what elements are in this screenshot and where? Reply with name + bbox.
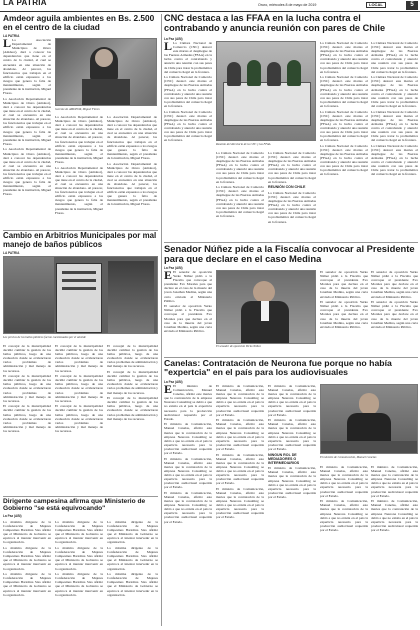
masthead [0, 0, 420, 12]
body-nunez: El senador de oposición Yerko Núñez pidió a la Fiscalía que convoque al presidente Evo Morales para que declare en el caso de la muerte del joven Jonathan Medina, según una carta enviada al Ministerio Público. [164, 270, 212, 303]
newspaper-logo: LA PATRIA [3, 0, 47, 7]
body-cnc-14: La Cámara Nacional de Comercio (CNC) destacó este martes el despliegue de las Fuerzas Armadas (FFAA) en la lucha contra el contrabando y anunció una reunión con sus pares de Chile para tratar la problemática del comercio ilegal en la frontera. [371, 109, 418, 143]
body-canelas-14: El ministro de Comunicación, Manuel Canelas, afirmó este martes que la contratación de la empresa Neurona Consulting se debió a que no existía en el país la experticia necesaria para la producción audiovisual requerida por el Estado. [371, 465, 418, 498]
body-dirigente-4: La máxima dirigente de la Confederación de Mujeres Campesinas Bartolina Sisa afirmó que el Ministerio de Gobierno se equivoca al intentar intervenir en la organización. [55, 520, 103, 545]
byline-canelas: La Paz (ABI) [164, 379, 183, 384]
byline-cnc: La Paz (ABI) [164, 36, 183, 41]
divider [164, 357, 418, 358]
story-cnc [164, 14, 418, 239]
body-cambio-4: El concejal de la municipalidad decidió cambiar la gestión de los baños públicos, luego de una evaluación donde se evidenciaron varios problemas de administración y mal manejo de los recursos. [55, 344, 103, 373]
headline-nunez: Senador Núñez pide a la Fiscalía convocar al Presidente para que declare en el caso Medina [164, 244, 415, 264]
body-cnc-15: La Cámara Nacional de Comercio (CNC) destacó este martes el despliegue de las Fuerzas Armadas (FFAA) en la lucha contra el contrabando y anunció una reunión con sus pares de Chile para tratar la problemática del comercio ilegal en la frontera. [371, 143, 418, 177]
body-amdeor-7: La Asociación Departamental de Municipios de Oruro (Amdeor), dará a conocer las dependencias que tiene en el centro de la ciudad, el cual se encuentra en una situación de abandono. Al parecer, los funcionarios que trabajan en el edificio están expuestos a los riesgos que genera la falta de mantenimiento, según el presidente de la institución, Miguel Flores. [107, 161, 158, 207]
section-label: LOCAL [366, 2, 386, 8]
caption-amdeor: Gerente de AMDEOR, Miguel Flores [55, 107, 100, 111]
body-cambio-5: El concejal de la municipalidad decidió cambiar la gestión de los baños públicos, luego de una evaluación donde se evidenciaron varios problemas de administración y mal manejo de los recursos. [55, 374, 103, 403]
subhead-cnc: REUNIÓN CON CHILE [268, 185, 306, 190]
body-canelas-15: El ministro de Comunicación, Manuel Canelas, afirmó este martes que la contratación de la empresa Neurona Consulting se debió a que no existía en el país la experticia necesaria para la producción audiovisual requerida por el Estado. [371, 499, 418, 532]
body-dirigente-8: La máxima dirigente de la Confederación de Mujeres Campesinas Bartolina Sisa afirmó que el Ministerio de Gobierno se equivoca al intentar intervenir en la organización. [107, 546, 158, 571]
body-nunez-3: El senador de oposición Yerko Núñez pidió a la Fiscalía que convoque al presidente Evo Morales para que declare en el caso de la muerte del joven Jonathan Medina, según una carta enviada al Ministerio Público. [320, 270, 368, 299]
body-cnc-8: La Cámara Nacional de Comercio (CNC) destacó este martes el despliegue de las Fuerzas Armadas (FFAA) en la lucha contra el contrabando y anunció una reunión con sus pares de Chile para tratar la problemática del comercio ilegal en la frontera. [320, 41, 368, 74]
body-cnc-12: La Cámara Nacional de Comercio (CNC) destacó este martes el despliegue de las Fuerzas Armadas (FFAA) en la lucha contra el contrabando y anunció una reunión con sus pares de Chile para tratar la problemática del comercio ilegal en la frontera. [371, 41, 418, 74]
body-cnc-3: La Cámara Nacional de Comercio (CNC) destacó este martes el despliegue de las Fuerzas Armadas (FFAA) en la lucha contra el contrabando y anunció una reunión con sus pares de Chile para tratar la problemática del comercio ilegal en la frontera. [164, 109, 212, 143]
body-amdeor-3: La Asociación Departamental de Municipios de Oruro (Amdeor), dará a conocer las dependencias que tiene en el centro de la ciudad, el cual se encuentra en una situación de abandono. Al parecer, los funcionarios que trabajan en el edificio están expuestos a los riesgos que genera la falta de mantenimiento, según el presidente de la institución, Miguel Flores. [3, 147, 51, 197]
byline-nunez: La Paz (ABI) [164, 266, 183, 270]
body-cnc-4: La Cámara Nacional de Comercio (CNC) destacó este martes el despliegue de las Fuerzas Armadas (FFAA) en la lucha contra el contrabando y anunció una reunión con sus pares de Chile para tratar la problemática del comercio ilegal en la frontera. [216, 151, 264, 184]
byline-cambio: LA PATRIA [3, 251, 20, 256]
body-canelas-3: El ministro de Comunicación, Manuel Canelas, afirmó este martes que la contratación de la empresa Neurona Consulting se debió a que no existía en el país la experticia necesaria para la producción audiovisual requerida por el Estado. [164, 456, 212, 490]
story-nunez [164, 244, 418, 354]
body-canelas-7: El ministro de Comunicación, Manuel Canelas, afirmó este martes que la contratación de la empresa Neurona Consulting se debió a que no existía en el país la experticia necesaria para la producción audiovisual requerida por el Estado. [216, 452, 264, 486]
caption-canelas: El ministro de Comunicación, Manuel Canelas [320, 455, 377, 459]
divider [164, 242, 418, 243]
headline-amdeor: Amdeor aguila ambientes en Bs. 2.500 en el centro de la ciudad [3, 14, 155, 32]
body-canelas-2: El ministro de Comunicación, Manuel Canelas, afirmó este martes que la contratación de la empresa Neurona Consulting se debió a que no existía en el país la experticia necesaria para la producción audiovisual requerida por el Estado. [164, 422, 212, 455]
body-dirigente-7: La máxima dirigente de la Confederación de Mujeres Campesinas Bartolina Sisa afirmó que el Ministerio de Gobierno se equivoca al intentar intervenir en la organización. [107, 520, 158, 545]
divider [3, 230, 158, 231]
body-cambio-3: El concejal de la municipalidad decidió cambiar la gestión de los baños públicos, luego de una evaluación donde se evidenciaron varios problemas de administración y mal manejo de los recursos. [3, 404, 51, 433]
body-canelas-12: El ministro de Comunicación, Manuel Canelas, afirmó este martes que la contratación de la empresa Neurona Consulting se debió a que no existía en el país la experticia necesaria para la producción audiovisual requerida por el Estado. [320, 465, 368, 498]
body-cambio-7: El concejal de la municipalidad decidió cambiar la gestión de los baños públicos, luego de una evaluación donde se evidenciaron varios problemas de administración y mal manejo de los recursos. [107, 344, 158, 369]
body-canelas-8: El ministro de Comunicación, Manuel Canelas, afirmó este martes que la contratación de la empresa Neurona Consulting se debió a que no existía en el país la experticia necesaria para la producción audiovisual requerida por el Estado. [216, 486, 264, 520]
body-cambio-9: El concejal de la municipalidad decidió cambiar la gestión de los baños públicos, luego de una evaluación donde se evidenciaron varios problemas de administración y mal manejo de los recursos. [107, 396, 158, 421]
body-canelas: El ministro de Comunicación, Manuel Canelas, afirmó este martes que la contratación de la empresa Neurona Consulting se debió a que no existía en el país la experticia necesaria para la producción audiovisual requerida por el Estado. [164, 384, 212, 421]
byline-amdeor: LA PATRIA [3, 33, 20, 38]
headline-canelas: Canelas: Contratación de Neurona fue porque no había "expertcia" en el país para los audiovisuales [164, 359, 392, 378]
body-cambio-6: El concejal de la municipalidad decidió cambiar la gestión de los baños públicos, luego de una evaluación donde se evidenciaron varios problemas de administración y mal manejo de los recursos. [55, 404, 103, 433]
body-amdeor: La Asociación Departamental de Municipios de Oruro (Amdeor), dará a conocer las dependencias que tiene en el centro de la ciudad, el cual se encuentra en una situación de abandono. Al parecer, los funcionarios que trabajan en el edificio están expuestos a los riesgos que genera la falta de mantenimiento, según el presidente de la institución, Miguel Flores. [3, 38, 51, 96]
body-cnc: La Cámara Nacional de Comercio (CNC) destacó este martes el despliegue de las Fuerzas Armadas (FFAA) en la lucha contra el contrabando y anunció una reunión con sus pares de Chile para tratar la problemática del comercio ilegal en la frontera. [164, 41, 212, 74]
body-canelas-11: El ministro de Comunicación, Manuel Canelas, afirmó este martes que la contratación de la empresa Neurona Consulting se debió a que no existía en el país la experticia necesaria para la producción audiovisual requerida por el Estado. [268, 466, 316, 499]
story-amdeor [3, 14, 158, 228]
column-divider [161, 14, 162, 626]
body-cambio: El concejal de la municipalidad decidió cambiar la gestión de los baños públicos, luego de una evaluación donde se evidenciaron varios problemas de administración y mal manejo de los recursos. [3, 344, 51, 373]
story-cambio [3, 232, 158, 494]
body-cnc-6: La Cámara Nacional de Comercio (CNC) destacó este martes el despliegue de las Fuerzas Armadas (FFAA) en la lucha contra el contrabando y anunció una reunión con sus pares de Chile para tratar la problemática del comercio ilegal en la frontera. [268, 151, 316, 184]
divider [3, 496, 158, 497]
body-dirigente-6: La máxima dirigente de la Confederación de Mujeres Campesinas Bartolina Sisa afirmó que el Ministerio de Gobierno se equivoca al intentar intervenir en la organización. [55, 572, 103, 597]
headline-dirigente: Dirigente campesina afirma que Ministerio de Gobierno "se está equivocando" [3, 498, 146, 513]
headline-cambio: Cambio en Arbitrios Municipales por mal manejo de baños públicos [3, 232, 157, 249]
photo-nunez [216, 270, 316, 344]
photo-cambio [3, 256, 158, 334]
body-dirigente: La máxima dirigente de la Confederación de Mujeres Campesinas Bartolina Sisa afirmó que el Ministerio de Gobierno se equivoca al intentar intervenir en la organización. [3, 520, 51, 545]
caption-cnc: Reunión del directorio de la CNC y las FFAA [216, 142, 271, 146]
dropcap: L [3, 36, 12, 50]
photo-cnc [216, 41, 316, 141]
body-amdeor-5: La Asociación Departamental de Municipios de Oruro (Amdeor), dará a conocer las dependencias que tiene en el centro de la ciudad, el cual se encuentra en una situación de abandono. Al parecer, los funcionarios que trabajan en el edificio están expuestos a los riesgos que genera la falta de mantenimiento, según el presidente de la institución, Miguel Flores. [55, 165, 103, 215]
body-cnc-11: La Cámara Nacional de Comercio (CNC) destacó este martes el despliegue de las Fuerzas Armadas (FFAA) en la lucha contra el contrabando y anunció una reunión con sus pares de Chile para tratar la problemática del comercio ilegal en la frontera. [320, 143, 368, 177]
body-nunez-5: El senador de oposición Yerko Núñez pidió a la Fiscalía que convoque al presidente Evo Morales para que declare en el caso de la muerte del joven Jonathan Medina, según una carta enviada al Ministerio Público. [371, 270, 418, 299]
body-cambio-2: El concejal de la municipalidad decidió cambiar la gestión de los baños públicos, luego de una evaluación donde se evidenciaron varios problemas de administración y mal manejo de los recursos. [3, 374, 51, 403]
caption-cambio: Los precios de los baños públicos fueron cuestionados por el alcalde [3, 335, 86, 339]
body-nunez-4: El senador de oposición Yerko Núñez pidió a la Fiscalía que convoque al presidente Evo Morales para que declare en el caso de la muerte del joven Jonathan Medina, según una carta enviada al Ministerio Público. [320, 300, 368, 329]
dropcap: L [164, 39, 173, 53]
body-nunez-6: El senador de oposición Yerko Núñez pidió a la Fiscalía que convoque al presidente Evo Morales para que declare en el caso de la muerte del joven Jonathan Medina, según una carta enviada al Ministerio Público. [371, 300, 418, 329]
body-cnc-5: La Cámara Nacional de Comercio (CNC) destacó este martes el despliegue de las Fuerzas Armadas (FFAA) en la lucha contra el contrabando y anunció una reunión con sus pares de Chile para tratar la problemática del comercio ilegal en la frontera. [216, 185, 264, 218]
body-canelas-5: El ministro de Comunicación, Manuel Canelas, afirmó este martes que la contratación de la empresa Neurona Consulting se debió a que no existía en el país la experticia necesaria para la producción audiovisual requerida por el Estado. [216, 384, 264, 417]
body-amdeor-4: La Asociación Departamental de Municipios de Oruro (Amdeor), dará a conocer las dependencias que tiene en el centro de la ciudad, el cual se encuentra en una situación de abandono. Al parecer, los funcionarios que trabajan en el edificio están expuestos a los riesgos que genera la falta de mantenimiento, según el presidente de la institución, Miguel Flores. [55, 115, 103, 165]
body-cnc-7: La Cámara Nacional de Comercio (CNC) destacó este martes el despliegue de las Fuerzas Armadas (FFAA) en la lucha contra el contrabando y anunció una reunión con sus pares de Chile para tratar la problemática del comercio ilegal en la frontera. [268, 190, 316, 224]
body-cambio-8: El concejal de la municipalidad decidió cambiar la gestión de los baños públicos, luego de una evaluación donde se evidenciaron varios problemas de administración y mal manejo de los recursos. [107, 370, 158, 395]
headline-cnc: CNC destaca a las FFAA en la lucha contra el contrabando y anuncia reunión con pares de Chile [164, 14, 386, 33]
body-cnc-2: La Cámara Nacional de Comercio (CNC) destacó este martes el despliegue de las Fuerzas Armadas (FFAA) en la lucha contra el contrabando y anunció una reunión con sus pares de Chile para tratar la problemática del comercio ilegal en la frontera. [164, 75, 212, 108]
body-dirigente-9: La máxima dirigente de la Confederación de Mujeres Campesinas Bartolina Sisa afirmó que el Ministerio de Gobierno se equivoca al intentar intervenir en la organización. [107, 572, 158, 597]
body-canelas-4: El ministro de Comunicación, Manuel Canelas, afirmó este martes que la contratación de la empresa Neurona Consulting se debió a que no existía en el país la experticia necesaria para la producción audiovisual requerida por el Estado. [164, 490, 212, 524]
body-canelas-6: El ministro de Comunicación, Manuel Canelas, afirmó este martes que la contratación de la empresa Neurona Consulting se debió a que no existía en el país la experticia necesaria para la producción audiovisual requerida por el Estado. [216, 418, 264, 451]
page-number: 5 [406, 1, 418, 10]
dropcap: E [164, 382, 173, 396]
caption-nunez: El senador de oposición Yerko Núñez [216, 344, 261, 348]
body-amdeor-2: La Asociación Departamental de Municipios de Oruro (Amdeor), dará a conocer las dependencias que tiene en el centro de la ciudad, el cual se encuentra en una situación de abandono. Al parecer, los funcionarios que trabajan en el edificio están expuestos a los riesgos que genera la falta de mantenimiento, según el presidente de la institución, Miguel Flores. [3, 96, 51, 146]
photo-amdeor [55, 38, 157, 106]
story-dirigente [3, 498, 158, 628]
body-nunez-2: El senador de oposición Yerko Núñez pidió a la Fiscalía que convoque al presidente Evo Morales para que declare en el caso de la muerte del joven Jonathan Medina, según una carta enviada al Ministerio Público. [164, 304, 212, 333]
body-dirigente-5: La máxima dirigente de la Confederación de Mujeres Campesinas Bartolina Sisa afirmó que el Ministerio de Gobierno se equivoca al intentar intervenir en la organización. [55, 546, 103, 571]
body-amdeor-6: La Asociación Departamental de Municipios de Oruro (Amdeor), dará a conocer las dependencias que tiene en el centro de la ciudad, el cual se encuentra en una situación de abandono. Al parecer, los funcionarios que trabajan en el edificio están expuestos a los riesgos que genera la falta de mantenimiento, según el presidente de la institución, Miguel Flores. [107, 115, 158, 160]
subhead-canelas: NINGUN ROL DE MEDIADORES O INTERMEDIARIOS [268, 452, 300, 465]
body-dirigente-2: La máxima dirigente de la Confederación de Mujeres Campesinas Bartolina Sisa afirmó que el Ministerio de Gobierno se equivoca al intentar intervenir en la organización. [3, 546, 51, 571]
body-canelas-10: El ministro de Comunicación, Manuel Canelas, afirmó este martes que la contratación de la empresa Neurona Consulting se debió a que no existía en el país la experticia necesaria para la producción audiovisual requerida por el Estado. [268, 418, 316, 451]
body-cnc-9: La Cámara Nacional de Comercio (CNC) destacó este martes el despliegue de las Fuerzas Armadas (FFAA) en la lucha contra el contrabando y anunció una reunión con sus pares de Chile para tratar la problemática del comercio ilegal en la frontera. [320, 75, 368, 108]
story-canelas [164, 359, 418, 627]
body-cnc-13: La Cámara Nacional de Comercio (CNC) destacó este martes el despliegue de las Fuerzas Armadas (FFAA) en la lucha contra el contrabando y anunció una reunión con sus pares de Chile para tratar la problemática del comercio ilegal en la frontera. [371, 75, 418, 108]
dropcap: E [164, 268, 173, 282]
photo-canelas [320, 384, 418, 454]
body-dirigente-3: La máxima dirigente de la Confederación de Mujeres Campesinas Bartolina Sisa afirmó que el Ministerio de Gobierno se equivoca al intentar intervenir en la organización. [3, 572, 51, 597]
body-canelas-13: El ministro de Comunicación, Manuel Canelas, afirmó este martes que la contratación de la empresa Neurona Consulting se debió a que no existía en el país la experticia necesaria para la producción audiovisual requerida por el Estado. [320, 499, 368, 532]
body-canelas-9: El ministro de Comunicación, Manuel Canelas, afirmó este martes que la contratación de la empresa Neurona Consulting se debió a que no existía en el país la experticia necesaria para la producción audiovisual requerida por el Estado. [268, 384, 316, 417]
byline-dirigente: La Paz (ABI) [3, 514, 22, 519]
dateline: Oruro, miércoles 8 de mayo de 2019 [258, 3, 317, 7]
body-cnc-10: La Cámara Nacional de Comercio (CNC) destacó este martes el despliegue de las Fuerzas Armadas (FFAA) en la lucha contra el contrabando y anunció una reunión con sus pares de Chile para tratar la problemática del comercio ilegal en la frontera. [320, 109, 368, 143]
